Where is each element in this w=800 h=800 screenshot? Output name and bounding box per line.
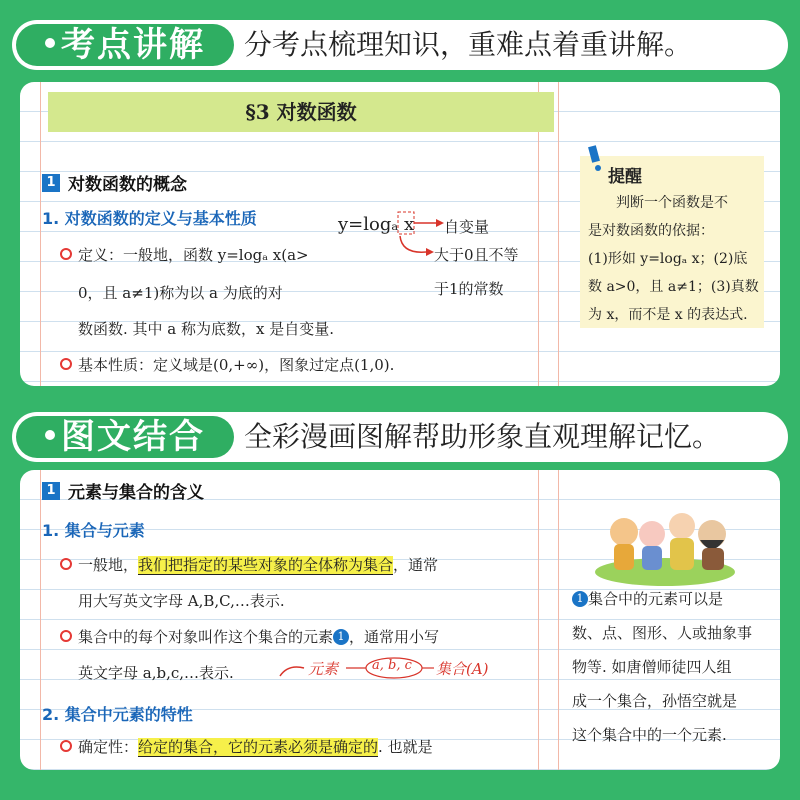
number-badge: 1 <box>42 174 60 192</box>
tip-line: 为 x，而不是 x 的表达式. <box>588 307 748 323</box>
bullet-icon <box>60 630 72 642</box>
monkey-body <box>614 544 634 570</box>
arrow-curve <box>280 667 304 676</box>
card-log-function <box>20 82 780 386</box>
margin-line-left <box>40 470 41 770</box>
bullet-icon <box>60 248 72 260</box>
bullet-icon <box>60 558 72 570</box>
highlighted-text: 我们把指定的某些对象的全体称为集合 <box>138 556 394 574</box>
dot-icon <box>45 430 55 440</box>
margin-line-left <box>40 82 41 386</box>
hand-element-label: 元素 <box>308 660 339 678</box>
exclamation-icon <box>586 144 606 174</box>
text-line <box>60 554 438 575</box>
line-text: 一般地， <box>78 556 139 574</box>
tip-title: 提醒 <box>608 167 642 187</box>
banner-tagline: 分考点梳理知识，重难点着重讲解。 <box>244 28 693 61</box>
side-note-line: 物等. 如唐僧师徒四人组 <box>572 658 732 676</box>
hand-set-label: 集合(A) <box>436 660 489 678</box>
monkey-head <box>610 518 638 546</box>
heading <box>42 478 204 503</box>
side-note-text: 集合中的元素可以是 <box>588 590 724 608</box>
text-line: 用大写英文字母 A,B,C,…表示. <box>78 592 285 610</box>
line-text: 集合中的每个对象叫作这个集合的元素 <box>78 628 334 646</box>
subheading: 1. 集合与元素 <box>42 521 145 540</box>
tip-line: (1)形如 y=logₐ x；(2)底 <box>588 251 748 267</box>
arrow-head <box>436 219 444 227</box>
heading <box>42 170 187 195</box>
tip-line: 是对数函数的依据： <box>588 223 714 239</box>
text-line <box>60 736 433 757</box>
banner-pill <box>16 24 234 66</box>
side-note-line <box>572 588 723 609</box>
sha-body <box>702 548 724 570</box>
annotation-variable: 自变量 <box>444 218 490 236</box>
banner-pill-label: 图文结合 <box>61 417 205 457</box>
journey-to-the-west-illustration <box>590 498 740 588</box>
text-line: 0，且 a≠1)称为以 a 为底的对 <box>78 284 283 302</box>
subheading: 1. 对数函数的定义与基本性质 <box>42 209 257 228</box>
bullet-icon <box>60 358 72 370</box>
line-text: . 也就是 <box>378 738 433 756</box>
pig-body <box>642 546 662 570</box>
side-note-line: 这个集合中的一个元素. <box>572 726 727 744</box>
monk-head <box>669 513 695 539</box>
banner-pill <box>16 416 234 458</box>
line-text: ，通常 <box>393 556 439 574</box>
tip-line: 判断一个函数是不 <box>616 195 728 211</box>
tip-note <box>580 156 764 328</box>
tip-line: 数 a>0，且 a≠1；(3)真数 <box>588 279 759 295</box>
line-text: ，通常用小写 <box>349 628 440 646</box>
footnote-marker: 1 <box>572 591 588 607</box>
annotation-base-2: 于1的常数 <box>434 280 504 298</box>
footnote-marker: 1 <box>333 629 349 645</box>
monk-robe <box>670 538 694 570</box>
card-sets <box>20 470 780 770</box>
line-text: 基本性质：定义域是(0,+∞)，图象过定点(1,0). <box>78 356 395 374</box>
heading-text: 对数函数的概念 <box>68 175 187 195</box>
banner-tagline: 全彩漫画图解帮助形象直观理解记忆。 <box>244 420 721 453</box>
number-badge: 1 <box>42 482 60 500</box>
formula: y=logₐ x <box>338 214 415 235</box>
hand-abc-label: a, b, c <box>372 658 412 673</box>
highlighted-text: 给定的集合，它的元素必须是确定的 <box>138 738 379 756</box>
subheading: 2. 集合中元素的特性 <box>42 705 193 724</box>
section-header <box>48 92 554 132</box>
var-box <box>398 212 414 234</box>
text-line: 英文字母 a,b,c,…表示. <box>78 664 234 682</box>
section-title: §3 对数函数 <box>245 100 357 124</box>
margin-line-mid2 <box>558 470 559 770</box>
side-note-line: 数、点、图形、人或抽象事 <box>572 624 753 642</box>
text-line: 数函数. 其中 a 称为底数，x 是自变量. <box>78 320 335 338</box>
annotation-base-1: 大于0且不等 <box>434 246 519 264</box>
text-line <box>60 626 439 647</box>
heading-text: 元素与集合的含义 <box>68 483 204 503</box>
text-line <box>60 244 309 265</box>
text-line <box>60 354 394 375</box>
side-note-line: 成一个集合，孙悟空就是 <box>572 692 738 710</box>
arrow-head <box>426 248 434 256</box>
line-text: 定义：一般地，函数 y=logₐ x(a> <box>78 246 309 264</box>
pig-head <box>639 521 665 547</box>
margin-line-mid <box>538 470 539 770</box>
section-banner-illustrated <box>12 412 788 462</box>
arrow-curve <box>400 236 426 252</box>
dot-icon <box>45 38 55 48</box>
sha-beard <box>700 540 724 549</box>
margin-line-mid2 <box>558 82 559 386</box>
bullet-icon <box>60 740 72 752</box>
banner-pill-label: 考点讲解 <box>61 25 205 65</box>
section-banner-exam-points <box>12 20 788 70</box>
line-text: 确定性： <box>78 738 139 756</box>
